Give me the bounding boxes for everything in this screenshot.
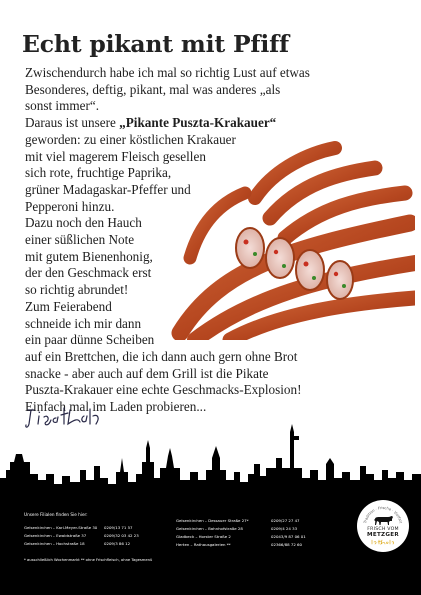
text-line: Besonderes, deftig, pikant, mal was anderes „als — [25, 81, 281, 97]
badge-line1: FRISCH VOM — [367, 527, 399, 532]
text-line: der den Geschmack erst — [25, 265, 152, 281]
text-line: Dazu noch den Hauch — [25, 215, 142, 231]
badge-arc-text: Tradition · Frische · Vielfalt — [363, 505, 403, 524]
text-line: ein paar dünne Scheiben — [25, 332, 155, 348]
text-line: Zum Feierabend — [25, 298, 112, 314]
branch-phone: 02043/9 87 06 01 — [271, 534, 306, 539]
branch-name: Gladbeck – Horster Straße 2 — [176, 534, 231, 539]
footer-note: * ausschließlich Wochenmarkt ** ohne Frischfleisch, ohne Tagesmenü — [24, 558, 153, 562]
brand-badge — [357, 500, 409, 552]
text-line: snacke - aber auch auf dem Grill ist die Pikate — [25, 365, 269, 381]
branch-name: Gelsenkirchen – Dessauer Straße 27* — [176, 518, 249, 523]
branch-entry — [176, 518, 300, 523]
branch-phone: 0209/32 03 42 23 — [104, 533, 139, 538]
text-line: auf ein Brettchen, die ich dann auch gern ohne Brot — [25, 348, 298, 364]
text-line: Pepperoni hinzu. — [25, 198, 115, 214]
branch-name: Gelsenkirchen – Karl-Meyer-Straße 30 — [24, 525, 98, 530]
text-line: sonst immer“. — [25, 98, 99, 114]
branch-name: Gelsenkirchen – Ewaldstraße 37 — [24, 533, 87, 538]
text-line: mit viel magerem Fleisch gesellen — [25, 148, 206, 164]
branch-phone: 0209/3 86 12 — [104, 541, 131, 546]
text-fragment: Daraus ist unsere — [25, 115, 120, 131]
branch-entry — [24, 525, 133, 530]
branch-entry — [24, 533, 139, 538]
branch-entry — [176, 534, 306, 539]
text-line: so richtig abrundet! — [25, 282, 129, 298]
branch-entry — [176, 542, 303, 547]
branch-name: Gelsenkirchen – Hochstraße 18 — [24, 541, 85, 546]
text-line: geworden: zu einer köstlichen Krakauer — [25, 131, 236, 147]
product-name: „Pikante Puszta-Krakauer“ — [119, 115, 277, 131]
text-line: grüner Madagaskar-Pfeffer und — [25, 181, 191, 197]
badge-signature — [371, 539, 395, 545]
branch-entry — [176, 526, 298, 531]
text-line: Zwischendurch habe ich mal so richtig Lust auf etwas — [25, 65, 310, 80]
cow-icon — [373, 515, 394, 526]
branch-name: Herten – Rathausgalerien ** — [176, 542, 231, 547]
text-line: Puszta-Krakauer eine echte Geschmacks-Explosion! — [25, 382, 302, 398]
footer-heading: Unsere Filialen finden Sie hier: — [24, 512, 88, 517]
branch-phone: 0209/27 27 47 — [271, 518, 300, 523]
branch-name: Gelsenkirchen – Bahnhofstraße 28 — [176, 526, 243, 531]
sausage-photo — [160, 128, 415, 340]
text-line: einer süßlichen Note — [25, 232, 135, 248]
badge-line2: METZGER — [366, 532, 400, 538]
text-line: sich rote, fruchtige Paprika, — [25, 165, 172, 181]
text-line: Einfach mal im Laden probieren... — [25, 399, 207, 415]
branch-phone: 0209/13 71 57 — [104, 525, 133, 530]
branch-phone: 0209/4 24 33 — [271, 526, 298, 531]
branch-phone: 02366/88 72 60 — [271, 542, 303, 547]
text-line: mit gutem Bienenhonig, — [25, 248, 153, 264]
branch-entry — [24, 541, 131, 546]
text-line: schneide ich mir dann — [25, 315, 142, 331]
page-title: Echt pikant mit Pfiff — [22, 30, 289, 58]
